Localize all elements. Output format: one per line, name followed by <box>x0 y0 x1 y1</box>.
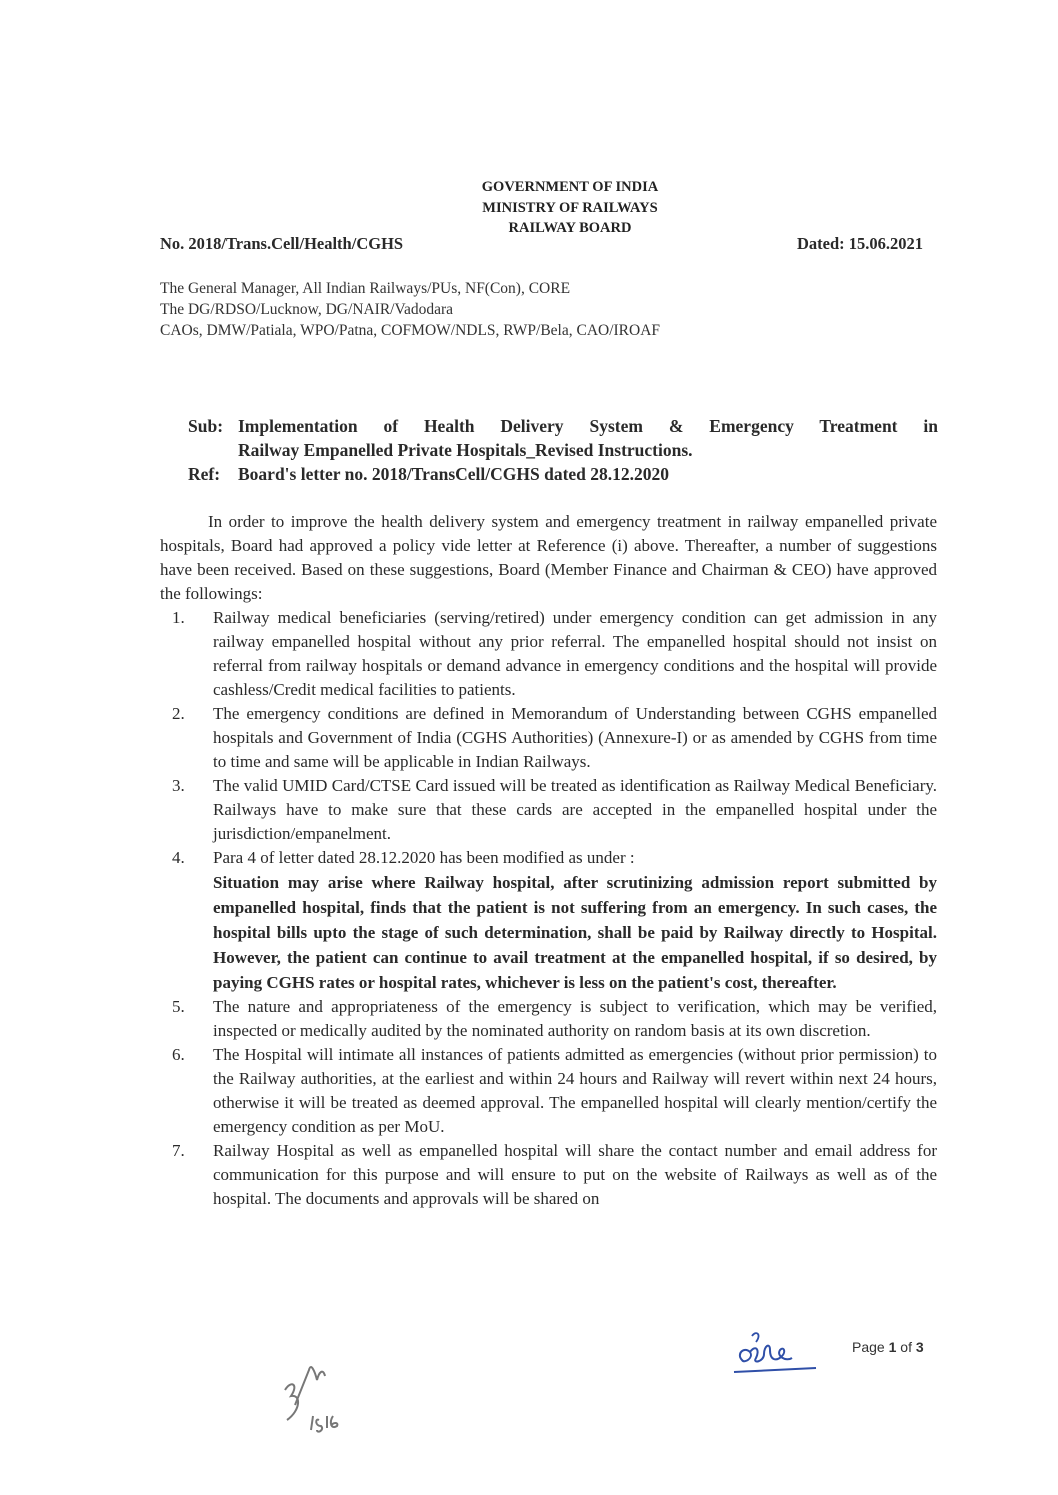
item-number: 6. <box>172 1045 185 1064</box>
signature-initials <box>730 1328 830 1378</box>
header-line-2: MINISTRY OF RAILWAYS <box>482 199 658 216</box>
list-item <box>160 774 937 846</box>
list-item <box>160 702 937 774</box>
addressee: CAOs, DMW/Patiala, WPO/Patna, COFMOW/NDLS, RWP/Bela, CAO/IROAF <box>160 322 661 339</box>
item-text: The nature and appropriateness of the emergency is subject to verification, which may be verified, inspected or medically audited by the nominated authority on random basis at its own discretion. <box>213 997 937 1040</box>
item-text: Para 4 of letter dated 28.12.2020 has been modified as under : <box>213 848 635 867</box>
letterhead <box>0 177 1058 239</box>
list-item <box>160 1043 937 1139</box>
item-number: 4. <box>172 848 185 867</box>
letter-body <box>160 510 937 1211</box>
header-line-1: GOVERNMENT OF INDIA <box>481 179 659 195</box>
subject-block <box>188 414 938 486</box>
reference-text: Board's letter no. 2018/TransCell/CGHS dated 28.12.2020 <box>238 464 670 484</box>
intro-paragraph: In order to improve the health delivery system and emergency treatment in railway empanelled private hospitals, Board had approved a policy vide letter at Reference (i) above. Thereafter, a number of suggestions have been received. Based on these suggestions, Board (Member Finance and Chairman & CEO) have approved the followings: <box>160 512 937 603</box>
item-text: The valid UMID Card/CTSE Card issued will be treated as identification as Railway Medical Beneficiary. Railways have to make sure that these cards are accepted in the empanelled hospital under the jurisdiction/empanelment. <box>213 776 937 843</box>
list-item <box>160 606 937 702</box>
addressee: The General Manager, All Indian Railways/PUs, NF(Con), CORE <box>160 280 571 297</box>
item-number: 3. <box>172 776 185 795</box>
item-text: Railway Hospital as well as empanelled hospital will share the contact number and email address for communication for this purpose and will ensure to put on the website of Railways as well as of the hospital. The documents and approvals will be shared on <box>213 1141 937 1208</box>
list-item <box>160 1139 937 1211</box>
item-number: 1. <box>172 608 185 627</box>
item-text: The emergency conditions are defined in Memorandum of Understanding between CGHS empanelled hospitals and Government of India (CGHS Authorities) (Annexure-I) or as amended by CGHS from time to time and same will be applicable in Indian Railways. <box>213 704 937 771</box>
reference-label: Ref: <box>188 464 221 484</box>
item-number: 7. <box>172 1141 185 1160</box>
modified-para-text: Situation may arise where Railway hospital, after scrutinizing admission report submitted by empanelled hospital, finds that the patient is not suffering from an emergency. In such cases, the hospital bills upto the stage of such determination, shall be paid by Railway directly to Hospital. However, the patient can continue to avail treatment at the empanelled hospital, if so desired, by paying CGHS rates or hospital rates, whichever is less on the patient's cost, thereafter. <box>213 873 937 992</box>
page-prefix: Page <box>852 1339 889 1355</box>
item-number: 2. <box>172 704 185 723</box>
list-item <box>160 846 937 995</box>
subject-line-1: Implementation of Health Delivery System & Emergency Treatment in <box>238 416 938 436</box>
item-number: 5. <box>172 997 185 1016</box>
addressee: The DG/RDSO/Lucknow, DG/NAIR/Vadodara <box>160 301 454 318</box>
subject-label: Sub: <box>188 416 224 436</box>
page-current: 1 <box>888 1339 897 1355</box>
page-number <box>852 1339 924 1355</box>
page-total: 3 <box>915 1339 924 1355</box>
page-of: of <box>896 1339 916 1355</box>
letter-date: Dated: 15.06.2021 <box>796 234 923 253</box>
item-text: The Hospital will intimate all instances of patients admitted as emergencies (without prior permission) to the Railway authorities, at the earliest and within 24 hours and Railway will revert within next 24 hours, otherwise it will be treated as deemed approval. The empanelled hospital will clearly mention/certify the emergency condition as per MoU. <box>213 1045 937 1136</box>
item-text: Railway medical beneficiaries (serving/retired) under emergency condition can get admission in any railway empanelled hospital without any prior referral. The empanelled hospital should not insist on referral from railway hospitals or demand advance in emergency conditions and the hospital will provide cashless/Credit medical facilities to patients. <box>213 608 937 699</box>
letter-number: No. 2018/Trans.Cell/Health/CGHS <box>160 234 404 253</box>
handwritten-initials <box>275 1350 355 1440</box>
addressees <box>160 278 660 341</box>
list-item <box>160 995 937 1043</box>
subject-line-2: Railway Empanelled Private Hospitals_Revised Instructions. <box>238 440 693 460</box>
header-line-3: RAILWAY BOARD <box>508 220 632 236</box>
instructions-list <box>160 606 937 1211</box>
